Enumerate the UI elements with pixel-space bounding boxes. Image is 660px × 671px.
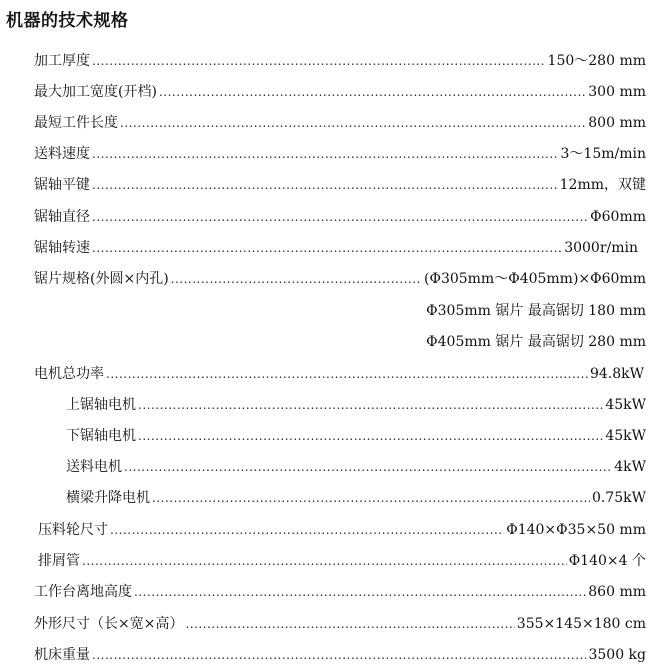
spec-label: 外形尺寸（长×宽×高） xyxy=(34,616,184,632)
spec-row-chip-pipe xyxy=(38,550,646,572)
spec-row-feed-speed xyxy=(34,143,646,165)
spec-row-blade-305 xyxy=(34,300,646,322)
dot-leader xyxy=(92,50,546,72)
spec-value: 3000r/min xyxy=(564,240,638,256)
spec-label: 送料电机 xyxy=(66,459,122,475)
spec-label: 压料轮尺寸 xyxy=(38,522,108,538)
dot-leader xyxy=(82,550,567,572)
spec-row-thickness xyxy=(34,50,646,72)
dot-leader xyxy=(124,456,612,478)
spec-row-feed-motor xyxy=(66,456,646,478)
page-title: 机器的技术规格 xyxy=(6,11,129,31)
dot-leader xyxy=(138,394,603,416)
spec-label: 下锯轴电机 xyxy=(66,428,136,444)
dot-leader xyxy=(92,644,586,666)
spec-row-spindle-diameter xyxy=(34,206,646,228)
spec-value: Φ60mm xyxy=(590,209,646,225)
spec-value: 4kW xyxy=(614,459,646,475)
spec-value: 12mm，双键 xyxy=(559,177,646,193)
spec-value: 3～15m/min xyxy=(560,146,646,162)
spec-value: 45kW xyxy=(605,397,646,413)
spec-row-max-width xyxy=(34,81,646,103)
spec-row-blade-spec xyxy=(34,268,646,290)
dot-leader xyxy=(159,81,586,103)
spec-value: Φ305mm 锯片 最高锯切 180 mm xyxy=(426,303,646,319)
spec-value: 355×145×180 cm xyxy=(516,616,646,632)
dot-leader xyxy=(134,581,586,603)
spec-row-min-length xyxy=(34,112,646,134)
dot-leader xyxy=(171,268,422,290)
dot-leader xyxy=(120,112,586,134)
dot-leader xyxy=(92,143,559,165)
dot-leader xyxy=(92,206,588,228)
spec-value: 860 mm xyxy=(588,584,646,600)
spec-row-total-power xyxy=(34,363,644,385)
dot-leader xyxy=(152,487,590,509)
spec-row-beam-motor xyxy=(66,487,646,509)
spec-row-spindle-speed xyxy=(34,237,638,259)
spec-label: 锯轴直径 xyxy=(34,209,90,225)
spec-row-press-wheel xyxy=(38,519,646,541)
spec-label: 加工厚度 xyxy=(34,53,90,69)
spec-label: 锯片规格(外圆×内孔) xyxy=(34,271,169,287)
spec-label: 锯轴转速 xyxy=(34,240,90,256)
spec-row-weight xyxy=(34,644,646,666)
spec-value: 0.75kW xyxy=(591,490,646,506)
spec-label: 工作台离地高度 xyxy=(34,584,132,600)
spec-label: 机床重量 xyxy=(34,647,90,663)
spec-label: 锯轴平键 xyxy=(34,177,90,193)
spec-value: 800 mm xyxy=(588,115,646,131)
spec-row-spindle-key xyxy=(34,174,646,196)
spec-label: 最大加工宽度(开档) xyxy=(34,84,157,100)
spec-row-upper-motor xyxy=(66,394,646,416)
dot-leader xyxy=(110,519,504,541)
dot-leader xyxy=(92,237,562,259)
spec-value: Φ140×4 个 xyxy=(568,553,646,569)
spec-value: 94.8kW xyxy=(589,366,644,382)
spec-value: 3500 kg xyxy=(588,647,646,663)
spec-value: 300 mm xyxy=(588,84,646,100)
spec-label: 上锯轴电机 xyxy=(66,397,136,413)
dot-leader xyxy=(106,363,588,385)
dot-leader xyxy=(185,613,514,635)
spec-row-lower-motor xyxy=(66,425,646,447)
dot-leader xyxy=(138,425,603,447)
spec-value: Φ405mm 锯片 最高锯切 280 mm xyxy=(426,334,646,350)
spec-row-table-height xyxy=(34,581,646,603)
spec-value: 150～280 mm xyxy=(547,53,646,69)
spec-row-dimensions xyxy=(34,613,646,635)
spec-label: 最短工件长度 xyxy=(34,115,118,131)
spec-label: 排屑管 xyxy=(38,553,80,569)
spec-value: Φ140×Φ35×50 mm xyxy=(506,522,646,538)
dot-leader xyxy=(92,174,558,196)
spec-label: 电机总功率 xyxy=(34,366,104,382)
spec-label: 送料速度 xyxy=(34,146,90,162)
spec-value: (Φ305mm～Φ405mm)×Φ60mm xyxy=(424,271,646,287)
spec-value: 45kW xyxy=(605,428,646,444)
spec-row-blade-405 xyxy=(34,331,646,353)
spec-label: 横梁升降电机 xyxy=(66,490,150,506)
